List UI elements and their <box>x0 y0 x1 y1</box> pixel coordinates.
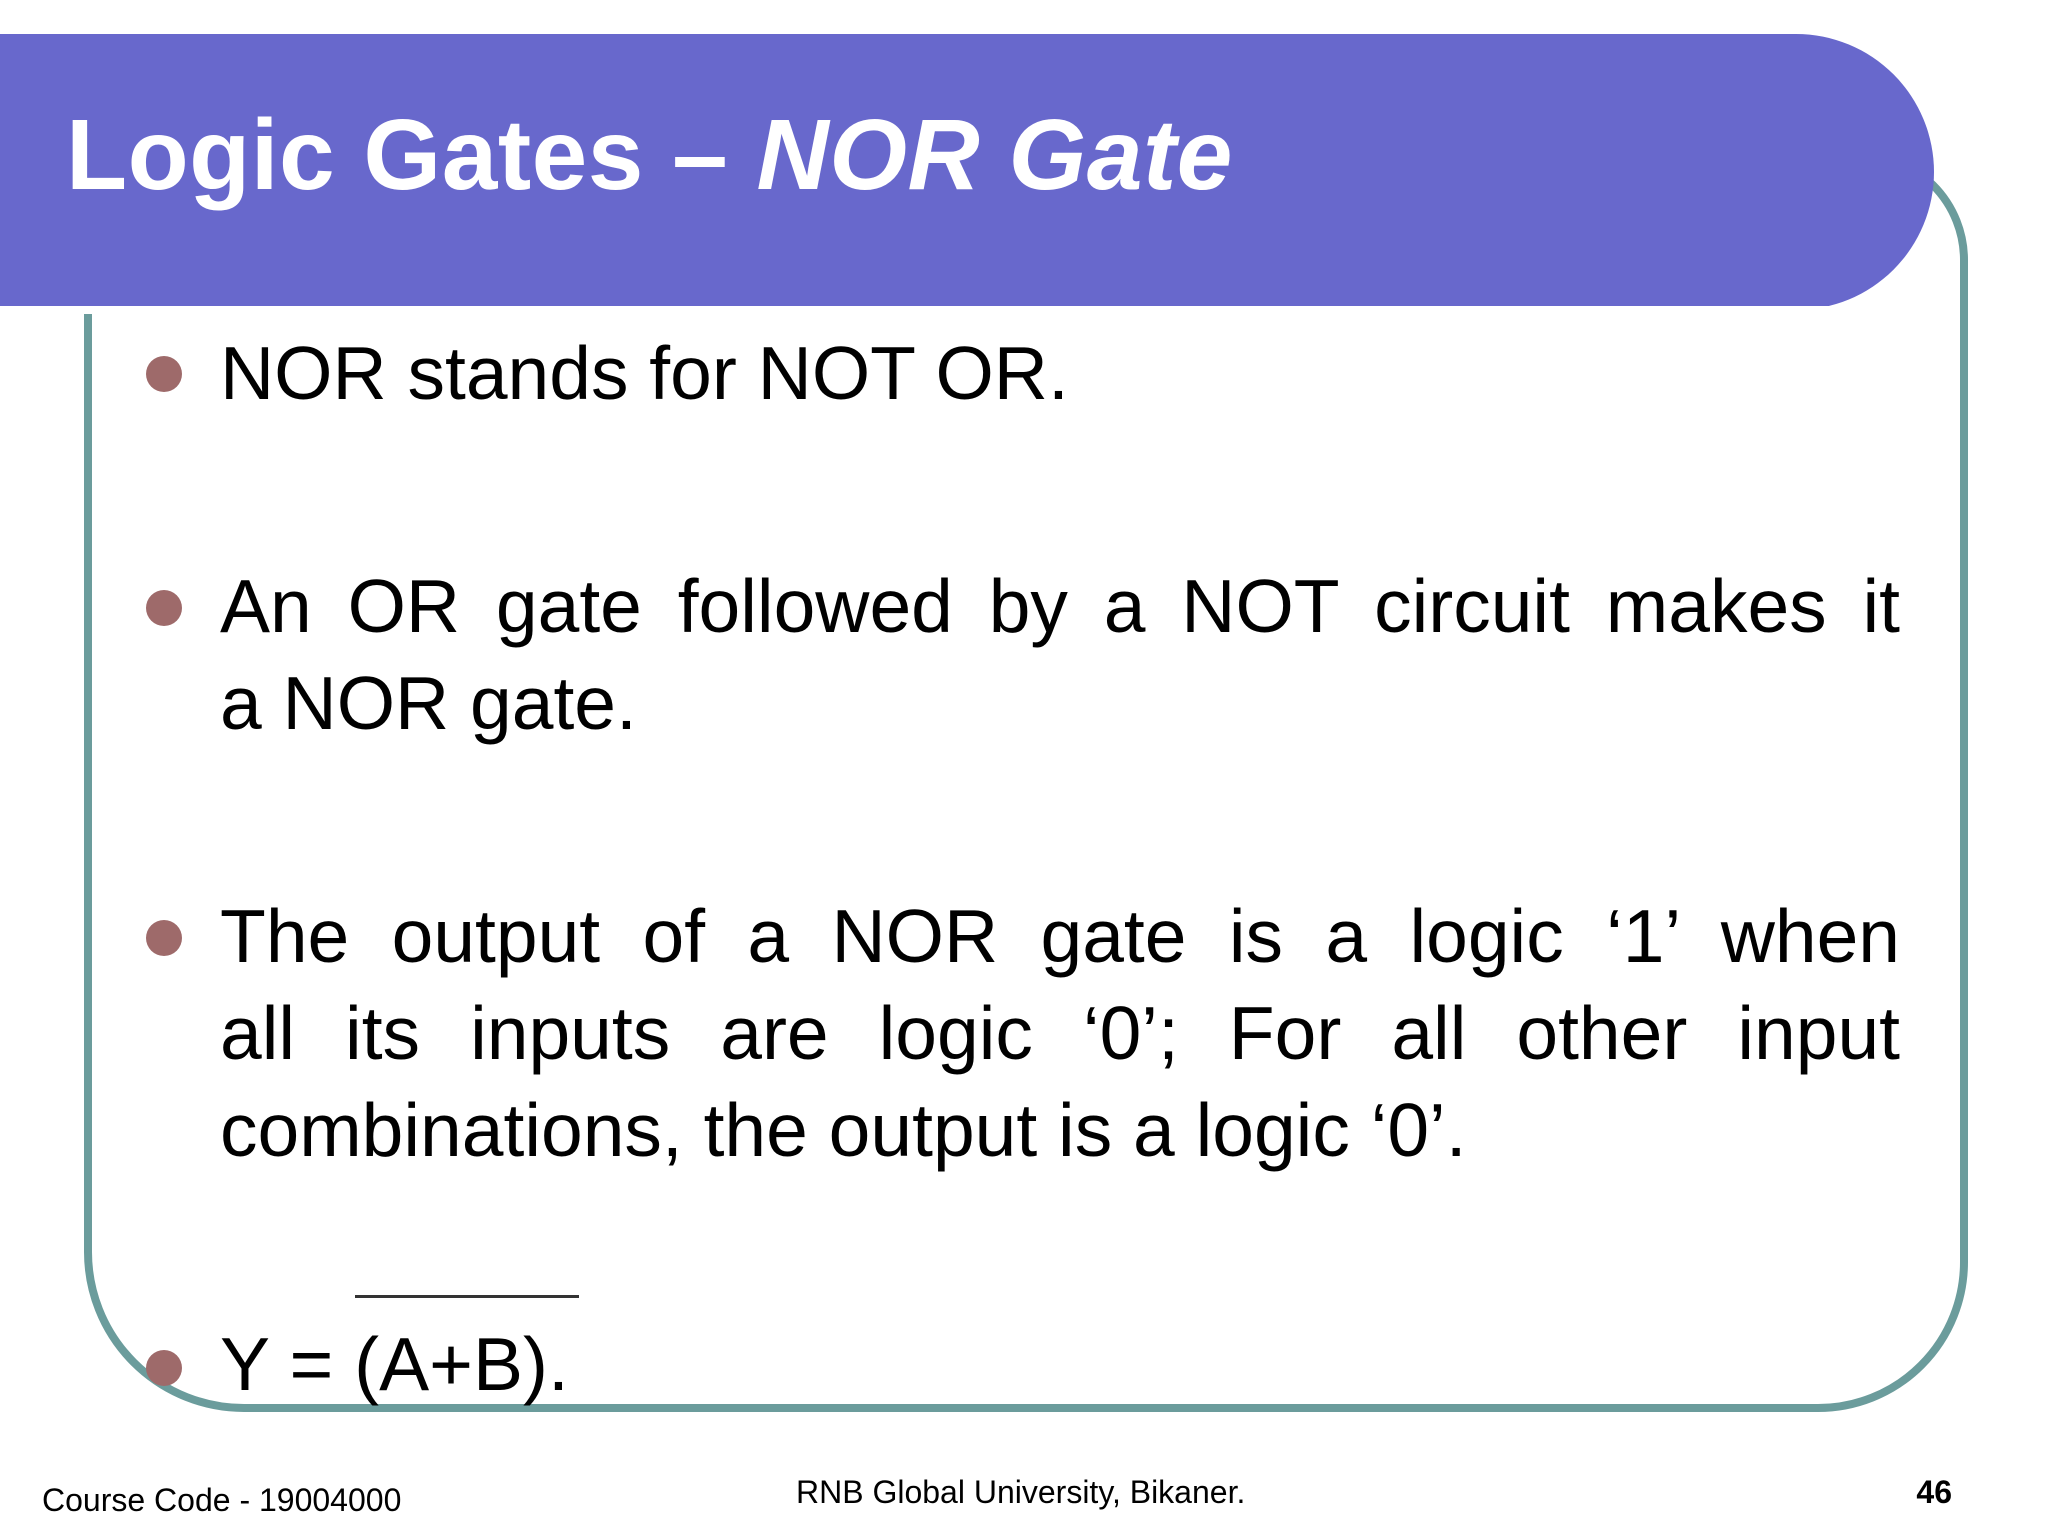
footer-page-number: 46 <box>1916 1474 1952 1510</box>
bullet-2-line-1: An OR gate followed by a NOT circuit makes it <box>220 564 1900 648</box>
bullet-3-line-2: all its inputs are logic ‘0’; For all other input <box>220 991 1900 1075</box>
bullet-text-3 <box>220 888 1900 1179</box>
formula-overline <box>355 1295 579 1298</box>
bullet-text-4-formula: Y = (A+B). <box>220 1322 569 1406</box>
bullet-marker <box>146 920 182 956</box>
footer-university: RNB Global University, Bikaner. <box>796 1474 1246 1510</box>
bullet-marker <box>146 356 182 392</box>
bullet-text-1: NOR stands for NOT OR. <box>220 331 1069 415</box>
bullet-2-line-2: a NOR gate. <box>220 661 637 745</box>
bullet-marker <box>146 1350 182 1386</box>
title-emphasis: NOR Gate <box>756 99 1233 211</box>
title-divider <box>0 306 1836 314</box>
bullet-3-line-1: The output of a NOR gate is a logic ‘1’ when <box>220 894 1900 978</box>
title-main: Logic Gates – <box>66 99 757 211</box>
bullet-text-2 <box>220 558 1900 752</box>
footer-course-code: Course Code - 19004000 <box>42 1482 402 1518</box>
bullet-marker <box>146 590 182 626</box>
slide-title <box>66 98 1233 213</box>
bullet-3-line-3: combinations, the output is a logic ‘0’. <box>220 1088 1467 1172</box>
